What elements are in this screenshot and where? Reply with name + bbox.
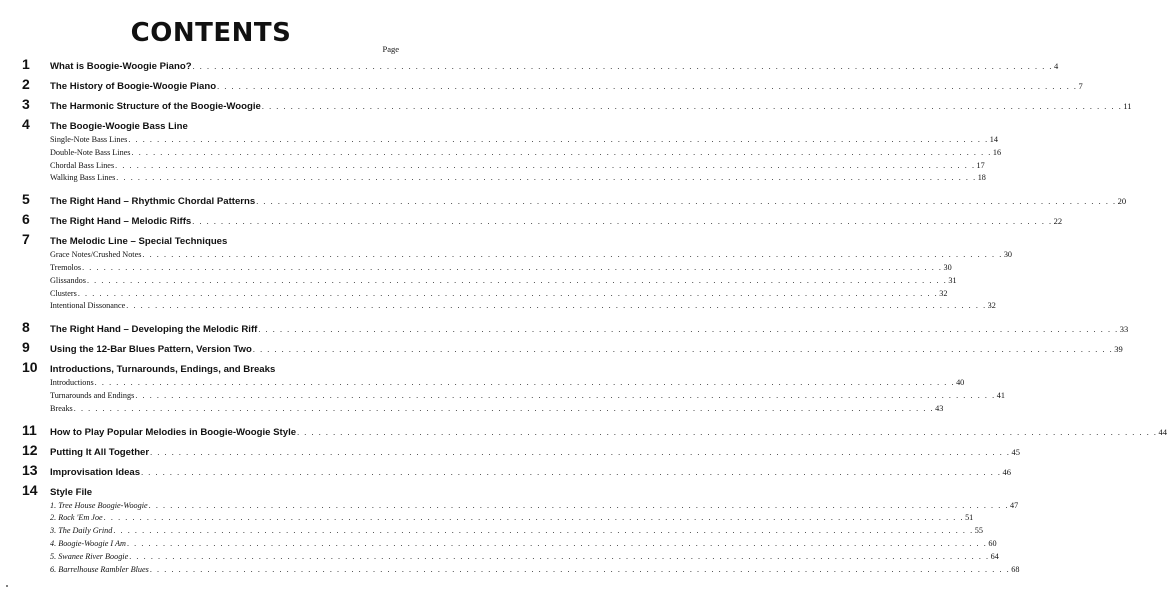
page-number: 11 — [1123, 101, 1132, 111]
section-title: 5. Swanee River Boogie — [50, 551, 129, 561]
dot-leader: . . . . . . . . . . . . . . . . . . . . . . . . . . . . . . . . . . . . . . . . . . . . . . . . . . . . . . . . . . . . . . . . . . . . . . . . . . . . . . . . . . . . . . . . . . . . . . . . . . . . . . . . . . . . . . . . . . . . . . . . — [297, 427, 1158, 437]
page-number: 68 — [1011, 564, 1020, 574]
dot-leader: . . . . . . . . . . . . . . . . . . . . . . . . . . . . . . . . . . . . . . . . . . . . . . . . . . . . . . . . . . . . . . . . . . . . . . . . . . . . . . . . . . . . . . . . . . . . . . . . . . . . . . . . . . . . . . . . . . . . . . . . — [126, 301, 987, 311]
dot-leader: . . . . . . . . . . . . . . . . . . . . . . . . . . . . . . . . . . . . . . . . . . . . . . . . . . . . . . . . . . . . . . . . . . . . . . . . . . . . . . . . . . . . . . . . . . . . . . . . . . . . . . . . . . . . . . . . . . . . . . . . — [192, 62, 1053, 71]
section-entry — [22, 134, 998, 147]
page-number: 51 — [965, 513, 974, 523]
section-list — [22, 134, 1002, 185]
section-title: 3. The Daily Grind — [50, 526, 113, 536]
section-title: Glissandos — [50, 275, 86, 285]
section-title: Chordal Bass Lines — [50, 160, 115, 170]
contents-title: CONTENTS — [130, 18, 292, 48]
section-title: Single-Note Bass Lines — [50, 135, 128, 144]
page-number: 32 — [939, 288, 948, 298]
page-number: 55 — [974, 526, 983, 536]
page-number: 31 — [948, 275, 957, 285]
chapter-entry — [22, 440, 1021, 460]
dot-leader: . . . . . . . . . . . . . . . . . . . . . . . . . . . . . . . . . . . . . . . . . . . . . . . . . . . . . . . . . . . . . . . . . . . . . . . . . . . . . . . . . . . . . . . . . . . . . . . . . . . . . . . . . . . . . . . . . . . . . . . . — [86, 275, 948, 285]
chapter-entry — [22, 114, 400, 134]
section-entry — [22, 525, 983, 538]
dot-leader: . . . . . . . . . . . . . . . . . . . . . . . . . . . . . . . . . . . . . . . . . . . . . . . . . . . . . . . . . . . . . . . . . . . . . . . . . . . . . . . . . . . . . . . . . . . . . . . . . . . . . . . . . . . . . . . . . . . . . . . . — [217, 82, 1078, 91]
section-entry — [22, 300, 996, 313]
chapter-number: 14 — [22, 481, 38, 498]
page-number: 45 — [1011, 446, 1021, 457]
dot-leader: . . . . . . . . . . . . . . . . . . . . . . . . . . . . . . . . . . . . . . . . . . . . . . . . . . . . . . . . . . . . . . . . . . . . . . . . . . . . . . . . . . . . . . . . . . . . . . . . . . . . . . . . . . . . . . . . . . . . . . . . — [113, 526, 974, 536]
section-title: Introductions — [50, 378, 94, 388]
chapter-number: 6 — [22, 211, 30, 228]
chapter-number: 9 — [22, 339, 30, 356]
page-mark — [6, 585, 8, 587]
page-number: 14 — [989, 135, 998, 144]
section-title: 4. Boogie-Woogie I Am — [50, 538, 126, 548]
dot-leader: . . . . . . . . . . . . . . . . . . . . . . . . . . . . . . . . . . . . . . . . . . . . . . . . . . . . . . . . . . . . . . . . . . . . . . . . . . . . . . . . . . . . . . . . . . . . . . . . . . . . . . . . . . . . . . . . . . . . . . . . — [142, 250, 1003, 260]
section-entry — [22, 288, 948, 301]
chapter-number: 11 — [22, 421, 37, 438]
dot-leader: . . . . . . . . . . . . . . . . . . . . . . . . . . . . . . . . . . . . . . . . . . . . . . . . . . . . . . . . . . . . . . . . . . . . . . . . . . . . . . . . . . . . . . . . . . . . . . . . . . . . . . . . . . . . . . . . . . . . . . . . — [94, 378, 956, 388]
dot-leader: . . . . . . . . . . . . . . . . . . . . . . . . . . . . . . . . . . . . . . . . . . . . . . . . . . . . . . . . . . . . . . . . . . . . . . . . . . . . . . . . . . . . . . . . . . . . . . . . . . . . . . . . . . . . . . . . . . . . . . . . — [148, 500, 1010, 510]
chapter-title: Using the 12-Bar Blues Pattern, Version Two — [50, 344, 252, 356]
chapter-title: Improvisation Ideas — [50, 466, 141, 478]
chapter-title: How to Play Popular Melodies in Boogie-Woogie Style — [50, 426, 297, 438]
chapter-title: Introductions, Turnarounds, Endings, and Breaks — [50, 364, 276, 376]
table-of-contents — [22, 54, 1167, 580]
section-entry — [22, 564, 1020, 577]
dot-leader: . . . . . . . . . . . . . . . . . . . . . . . . . . . . . . . . . . . . . . . . . . . . . . . . . . . . . . . . . . . . . . . . . . . . . . . . . . . . . . . . . . . . . . . . . . . . . . . . . . . . . . . . . . . . . . . . . . . . . . . . — [115, 160, 976, 170]
section-title: Grace Notes/Crushed Notes — [50, 250, 142, 260]
chapter-number: 13 — [22, 461, 38, 478]
section-title: Tremolos — [50, 262, 82, 272]
section-entry — [22, 172, 986, 185]
dot-leader: . . . . . . . . . . . . . . . . . . . . . . . . . . . . . . . . . . . . . . . . . . . . . . . . . . . . . . . . . . . . . . . . . . . . . . . . . . . . . . . . . . . . . . . . . . . . . . . . . . . . . . . . . . . . . . . . . . . . . . . . — [128, 135, 989, 144]
page-number: 64 — [990, 551, 999, 561]
page-number: 4 — [1054, 61, 1059, 71]
chapter-number: 2 — [22, 76, 30, 92]
dot-leader: . . . . . . . . . . . . . . . . . . . . . . . . . . . . . . . . . . . . . . . . . . . . . . . . . . . . . . . . . . . . . . . . . . . . . . . . . . . . . . . . . . . . . . . . . . . . . . . . . . . . . . . . . . . . . . . . . . . . . . . . — [261, 102, 1123, 111]
section-entry — [22, 249, 1012, 262]
section-entry — [22, 500, 1019, 513]
page-number: 46 — [1002, 466, 1012, 477]
dot-leader: . . . . . . . . . . . . . . . . . . . . . . . . . . . . . . . . . . . . . . . . . . . . . . . . . . . . . . . . . . . . . . . . . . . . . . . . . . . . . . . . . . . . . . . . . . . . . . . . . . . . . . . . . . . . . . . . . . . . . . . . — [131, 147, 992, 157]
page-column-label: Page — [382, 44, 399, 54]
page-number: 16 — [992, 147, 1002, 157]
section-entry — [22, 390, 1005, 403]
section-title: Turnarounds and Endings — [50, 390, 135, 400]
chapter-title: The Boogie-Woogie Bass Line — [50, 121, 188, 132]
section-entry — [22, 377, 965, 390]
chapter-entry — [22, 74, 1083, 94]
dot-leader: . . . . . . . . . . . . . . . . . . . . . . . . . . . . . . . . . . . . . . . . . . . . . . . . . . . . . . . . . . . . . . . . . . . . . . . . . . . . . . . . . . . . . . . . . . . . . . . . . . . . . . . . . . . . . . . . . . . . . . . . — [258, 325, 1119, 335]
dot-leader: . . . . . . . . . . . . . . . . . . . . . . . . . . . . . . . . . . . . . . . . . . . . . . . . . . . . . . . . . . . . . . . . . . . . . . . . . . . . . . . . . . . . . . . . . . . . . . . . . . . . . . . . . . . . . . . . . . . . . . . . — [126, 538, 988, 548]
chapter-entry — [22, 317, 1129, 337]
dot-leader: . . . . . . . . . . . . . . . . . . . . . . . . . . . . . . . . . . . . . . . . . . . . . . . . . . . . . . . . . . . . . . . . . . . . . . . . . . . . . . . . . . . . . . . . . . . . . . . . . . . . . . . . . . . . . . . . . . . . . . . . — [73, 403, 935, 413]
page-number: 7 — [1078, 81, 1083, 91]
chapter-number: 8 — [22, 319, 30, 336]
chapter-title: Style File — [50, 486, 93, 498]
dot-leader: . . . . . . . . . . . . . . . . . . . . . . . . . . . . . . . . . . . . . . . . . . . . . . . . . . . . . . . . . . . . . . . . . . . . . . . . . . . . . . . . . . . . . . . . . . . . . . . . . . . . . . . . . . . . . . . . . . . . . . . . — [135, 390, 996, 400]
dot-leader: . . . . . . . . . . . . . . . . . . . . . . . . . . . . . . . . . . . . . . . . . . . . . . . . . . . . . . . . . . . . . . . . . . . . . . . . . . . . . . . . . . . . . . . . . . . . . . . . . . . . . . . . . . . . . . . . . . . . . . . . — [192, 217, 1053, 227]
chapter-entry — [22, 229, 400, 249]
section-title: Double-Note Bass Lines — [50, 147, 131, 157]
section-title: Intentional Dissonance — [50, 301, 126, 311]
page-number: 41 — [996, 390, 1005, 400]
chapter-entry — [22, 189, 1127, 209]
chapter-title: The Right Hand – Rhythmic Chordal Patterns — [50, 196, 256, 208]
dot-leader: . . . . . . . . . . . . . . . . . . . . . . . . . . . . . . . . . . . . . . . . . . . . . . . . . . . . . . . . . . . . . . . . . . . . . . . . . . . . . . . . . . . . . . . . . . . . . . . . . . . . . . . . . . . . . . . . . . . . . . . . — [82, 262, 943, 272]
section-title: 1. Tree House Boogie-Woogie — [50, 500, 148, 510]
chapter-number: 10 — [22, 359, 38, 376]
section-title: Breaks — [50, 403, 73, 413]
dot-leader: . . . . . . . . . . . . . . . . . . . . . . . . . . . . . . . . . . . . . . . . . . . . . . . . . . . . . . . . . . . . . . . . . . . . . . . . . . . . . . . . . . . . . . . . . . . . . . . . . . . . . . . . . . . . . . . . . . . . . . . . — [129, 551, 990, 561]
page-number: 32 — [987, 301, 996, 311]
page-number: 30 — [943, 262, 952, 272]
section-entry — [22, 262, 952, 275]
chapter-title: What is Boogie-Woogie Piano? — [50, 61, 192, 72]
chapter-entry — [22, 94, 1132, 114]
section-entry — [22, 512, 974, 525]
page-number: 30 — [1003, 250, 1012, 260]
chapter-entry — [22, 54, 1059, 74]
page-number: 33 — [1119, 324, 1129, 335]
chapter-number: 4 — [22, 116, 30, 132]
page-number: 43 — [935, 403, 944, 413]
chapter-entry — [22, 460, 1012, 480]
page-number: 17 — [976, 160, 985, 170]
section-list — [22, 249, 1012, 313]
chapter-entry — [22, 480, 400, 500]
chapter-title: The Right Hand – Melodic Riffs — [50, 216, 192, 228]
dot-leader: . . . . . . . . . . . . . . . . . . . . . . . . . . . . . . . . . . . . . . . . . . . . . . . . . . . . . . . . . . . . . . . . . . . . . . . . . . . . . . . . . . . . . . . . . . . . . . . . . . . . . . . . . . . . . . . . . . . . . . . . — [256, 197, 1117, 207]
dot-leader: . . . . . . . . . . . . . . . . . . . . . . . . . . . . . . . . . . . . . . . . . . . . . . . . . . . . . . . . . . . . . . . . . . . . . . . . . . . . . . . . . . . . . . . . . . . . . . . . . . . . . . . . . . . . . . . . . . . . . . . . — [252, 345, 1114, 355]
chapter-number: 7 — [22, 231, 30, 248]
chapter-title: The Melodic Line – Special Techniques — [50, 236, 228, 248]
page-number: 20 — [1117, 196, 1127, 207]
section-entry — [22, 403, 944, 416]
page-number: 40 — [956, 378, 965, 388]
chapter-number: 3 — [22, 96, 30, 112]
section-list — [22, 500, 1020, 577]
chapter-title: The Harmonic Structure of the Boogie-Woogie — [50, 101, 261, 112]
section-title: 2. Rock 'Em Joe — [50, 513, 103, 523]
page-number: 39 — [1114, 344, 1123, 355]
page-number: 18 — [977, 173, 986, 183]
section-list — [22, 377, 1005, 415]
chapter-title: The Right Hand – Developing the Melodic Riff — [50, 324, 258, 336]
chapter-title: The History of Boogie-Woogie Piano — [50, 81, 217, 92]
page-number: 60 — [988, 538, 997, 548]
dot-leader: . . . . . . . . . . . . . . . . . . . . . . . . . . . . . . . . . . . . . . . . . . . . . . . . . . . . . . . . . . . . . . . . . . . . . . . . . . . . . . . . . . . . . . . . . . . . . . . . . . . . . . . . . . . . . . . . . . . . . . . . — [149, 564, 1011, 574]
chapter-entry — [22, 357, 400, 377]
section-entry — [22, 538, 997, 551]
chapter-number: 5 — [22, 191, 30, 208]
chapter-number: 12 — [22, 441, 38, 458]
section-entry — [22, 551, 999, 564]
dot-leader: . . . . . . . . . . . . . . . . . . . . . . . . . . . . . . . . . . . . . . . . . . . . . . . . . . . . . . . . . . . . . . . . . . . . . . . . . . . . . . . . . . . . . . . . . . . . . . . . . . . . . . . . . . . . . . . . . . . . . . . . — [103, 513, 965, 523]
section-entry — [22, 147, 1002, 160]
page-number: 22 — [1053, 216, 1063, 227]
chapter-number: 1 — [22, 56, 30, 72]
section-entry — [22, 160, 985, 173]
page-number: 44 — [1158, 426, 1167, 437]
dot-leader: . . . . . . . . . . . . . . . . . . . . . . . . . . . . . . . . . . . . . . . . . . . . . . . . . . . . . . . . . . . . . . . . . . . . . . . . . . . . . . . . . . . . . . . . . . . . . . . . . . . . . . . . . . . . . . . . . . . . . . . . — [116, 173, 977, 183]
section-title: 6. Barrelhouse Rambler Blues — [50, 564, 149, 574]
section-title: Walking Bass Lines — [50, 173, 116, 183]
section-entry — [22, 275, 957, 288]
section-title: Clusters — [50, 288, 77, 298]
page-number: 47 — [1010, 500, 1019, 510]
chapter-title: Putting It All Together — [50, 446, 150, 458]
chapter-entry — [22, 209, 1063, 229]
chapter-entry — [22, 420, 1167, 440]
chapter-entry — [22, 337, 1123, 357]
dot-leader: . . . . . . . . . . . . . . . . . . . . . . . . . . . . . . . . . . . . . . . . . . . . . . . . . . . . . . . . . . . . . . . . . . . . . . . . . . . . . . . . . . . . . . . . . . . . . . . . . . . . . . . . . . . . . . . . . . . . . . . . — [141, 467, 1002, 477]
dot-leader: . . . . . . . . . . . . . . . . . . . . . . . . . . . . . . . . . . . . . . . . . . . . . . . . . . . . . . . . . . . . . . . . . . . . . . . . . . . . . . . . . . . . . . . . . . . . . . . . . . . . . . . . . . . . . . . . . . . . . . . . — [150, 447, 1011, 457]
dot-leader: . . . . . . . . . . . . . . . . . . . . . . . . . . . . . . . . . . . . . . . . . . . . . . . . . . . . . . . . . . . . . . . . . . . . . . . . . . . . . . . . . . . . . . . . . . . . . . . . . . . . . . . . . . . . . . . . . . . . . . . . — [77, 288, 939, 298]
